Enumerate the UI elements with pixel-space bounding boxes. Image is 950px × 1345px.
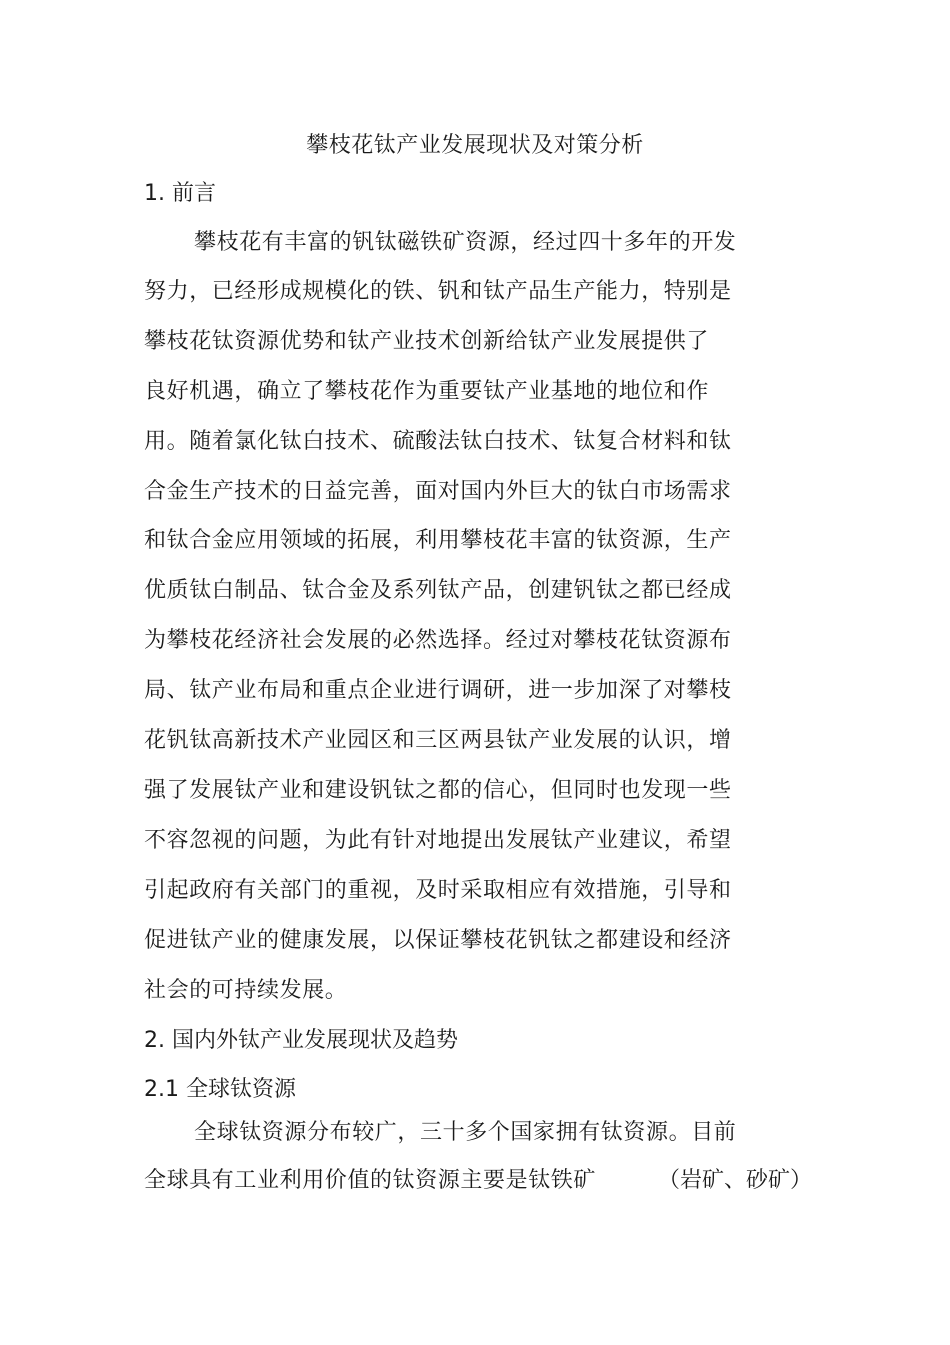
body-line: 全球具有工业利用价值的钛资源主要是钛铁矿: [144, 1168, 597, 1193]
body-line: 促进钛产业的健康发展，以保证攀枝花钒钛之都建设和经济: [144, 928, 732, 953]
body-line: 用。随着氯化钛白技术、硫酸法钛白技术、钛复合材料和钛: [144, 429, 732, 454]
body-line: 攀枝花有丰富的钒钛磁铁矿资源，经过四十多年的开发: [194, 230, 737, 255]
body-line: 强了发展钛产业和建设钒钛之都的信心，但同时也发现一些: [144, 778, 732, 803]
body-line-parenthetical: （岩矿、砂矿）: [658, 1168, 813, 1193]
body-line: 为攀枝花经济社会发展的必然选择。经过对攀枝花钛资源布: [144, 628, 732, 653]
section-2-heading: 2. 国内外钛产业发展现状及趋势: [144, 1028, 458, 1053]
document-title: 攀枝花钛产业发展现状及对策分析: [306, 133, 644, 158]
section-2-1-heading: 2.1 全球钛资源: [144, 1077, 296, 1102]
body-line: 攀枝花钛资源优势和钛产业技术创新给钛产业发展提供了: [144, 329, 710, 354]
body-line: 社会的可持续发展。: [144, 978, 348, 1003]
body-line: 和钛合金应用领域的拓展，利用攀枝花丰富的钛资源，生产: [144, 528, 732, 553]
body-line: 良好机遇，确立了攀枝花作为重要钛产业基地的地位和作: [144, 379, 710, 404]
body-line: 花钒钛高新技术产业园区和三区两县钛产业发展的认识，增: [144, 728, 732, 753]
body-line: 合金生产技术的日益完善，面对国内外巨大的钛白市场需求: [144, 479, 732, 504]
body-line: 优质钛白制品、钛合金及系列钛产品，创建钒钛之都已经成: [144, 578, 732, 603]
body-line: 引起政府有关部门的重视，及时采取相应有效措施，引导和: [144, 878, 732, 903]
body-line: 努力，已经形成规模化的铁、钒和钛产品生产能力，特别是: [144, 279, 732, 304]
body-line: 不容忽视的问题，为此有针对地提出发展钛产业建议，希望: [144, 828, 732, 853]
body-line: 全球钛资源分布较广，三十多个国家拥有钛资源。目前: [194, 1120, 737, 1145]
section-1-heading: 1. 前言: [144, 181, 216, 206]
body-line: 局、钛产业布局和重点企业进行调研，进一步加深了对攀枝: [144, 678, 732, 703]
